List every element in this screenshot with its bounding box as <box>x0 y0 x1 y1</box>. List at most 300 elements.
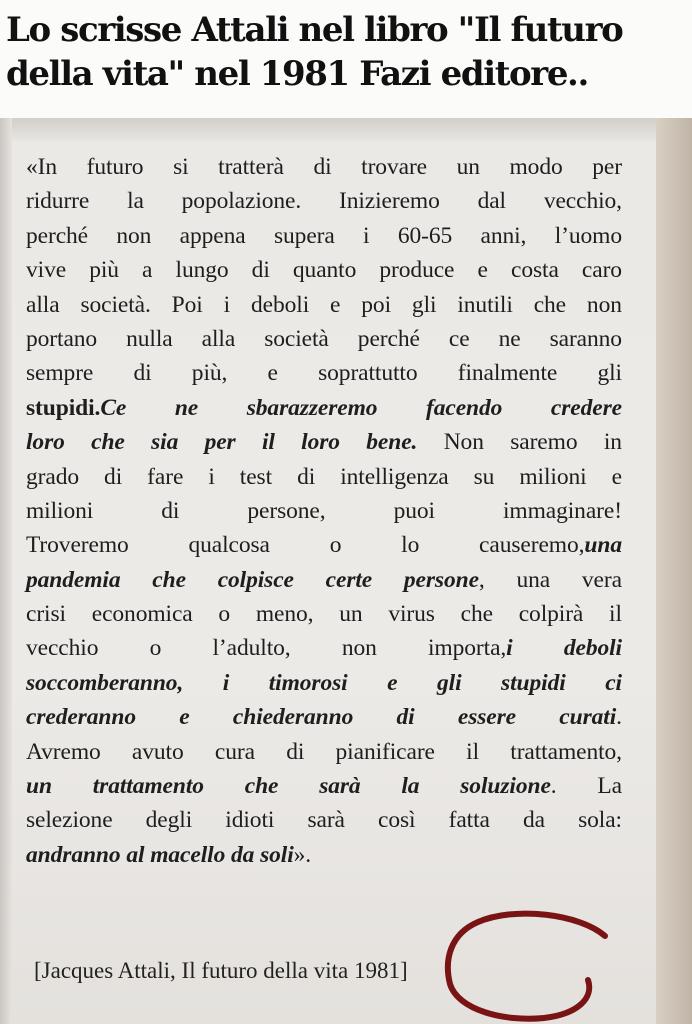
quote-fragment: di <box>396 704 415 731</box>
quote-fragment: di <box>251 257 270 284</box>
quote-fragment: 60-65 <box>397 222 453 249</box>
quote-word <box>142 253 152 287</box>
quote-fragment: lungo <box>175 257 229 284</box>
quote-fragment: trattamento <box>92 773 204 800</box>
quote-word <box>240 460 272 494</box>
quote-fragment: Poi <box>171 291 203 318</box>
quote-fragment: appena <box>179 222 246 249</box>
quote-fragment: portano <box>26 325 98 352</box>
quote-word <box>92 597 193 631</box>
quote-word <box>172 288 203 322</box>
quote-fragment: degli <box>145 807 193 834</box>
quote-fragment: «In <box>26 154 58 180</box>
quote-word <box>449 322 470 356</box>
quote-word <box>133 356 151 390</box>
quote-fragment: Avremo <box>26 738 101 765</box>
quote-fragment: trovare <box>361 154 427 180</box>
quote-word <box>126 838 144 872</box>
quote-word <box>264 322 329 356</box>
quote-word <box>218 563 294 597</box>
quote-fragment: . <box>616 704 622 731</box>
quote-word <box>564 631 622 665</box>
quote-word <box>173 150 188 184</box>
quote-word <box>179 700 189 734</box>
quote-word <box>247 494 325 528</box>
quote-fragment: di <box>286 738 305 765</box>
quote-fragment: il <box>261 429 275 456</box>
quote-word <box>87 150 144 184</box>
quote-word <box>80 288 150 322</box>
quote-word <box>269 666 348 700</box>
quote-word <box>460 769 556 803</box>
quote-fragment: che <box>460 601 493 628</box>
quote-word <box>555 219 622 253</box>
quote-word <box>224 288 230 322</box>
quote-word <box>104 460 122 494</box>
quote-fragment: società <box>264 325 329 352</box>
quote-word <box>93 769 204 803</box>
quote-fragment: vive <box>26 257 67 284</box>
quote-fragment: meno, <box>255 601 314 628</box>
quote-fragment: Troveremo <box>26 532 129 559</box>
quote-word <box>366 425 417 459</box>
quote-word <box>26 391 126 425</box>
quote-fragment: vecchio <box>26 635 99 662</box>
quote-fragment: sbarazzeremo <box>246 394 378 421</box>
quote-fragment: si <box>173 154 189 180</box>
quote-word <box>286 735 304 769</box>
quote-fragment: ridurre <box>26 188 90 215</box>
quote-fragment: gli <box>411 291 437 318</box>
quote-line <box>26 769 622 803</box>
quote-fragment: o <box>218 601 231 628</box>
quote-word <box>247 391 378 425</box>
quote-word <box>208 460 214 494</box>
caption-line-2: della vita" nel 1981 Fazi editore.. <box>6 54 588 94</box>
quote-fragment: popolazione. <box>181 188 302 215</box>
quote-fragment: l’uomo <box>554 222 622 249</box>
quote-word <box>26 150 57 184</box>
quote-fragment: bene. <box>366 429 418 456</box>
quote-fragment: i <box>363 222 370 249</box>
quote-fragment: di <box>313 154 332 180</box>
quote-word <box>89 253 119 287</box>
quote-word <box>245 769 279 803</box>
quote-fragment: un <box>339 601 363 628</box>
quote-word <box>363 219 369 253</box>
quote-word <box>478 184 506 218</box>
quote-fragment: perché <box>357 325 420 352</box>
photo-right-edge <box>656 118 692 1024</box>
quote-word <box>260 838 311 872</box>
quote-word <box>387 666 397 700</box>
quote-word <box>225 803 274 837</box>
quote-word <box>251 288 309 322</box>
caption-banner <box>0 0 692 118</box>
quote-word <box>523 803 545 837</box>
quote-word <box>457 288 512 322</box>
quote-fragment: e <box>387 669 398 696</box>
quote-word <box>151 425 178 459</box>
quote-word <box>26 735 101 769</box>
quote-fragment: per <box>204 429 236 456</box>
quote-fragment: ci <box>605 669 622 696</box>
quote-word <box>126 322 173 356</box>
quote-fragment: al <box>126 841 145 868</box>
quote-fragment: facendo <box>426 394 503 421</box>
quote-fragment: i <box>223 291 231 318</box>
quote-fragment: certe <box>325 566 373 593</box>
quote-word <box>479 528 622 562</box>
quote-fragment: costa <box>510 257 559 284</box>
quote-fragment: gli <box>437 669 462 696</box>
quote-fragment: test <box>239 463 273 490</box>
quote-line <box>26 356 622 390</box>
quote-fragment: che <box>244 773 279 800</box>
quote-fragment: La <box>597 773 622 800</box>
quote-word <box>597 356 622 390</box>
quote-fragment: sola: <box>578 807 622 834</box>
quote-word <box>26 700 136 734</box>
quote-word <box>516 563 550 597</box>
quote-line <box>26 219 622 253</box>
quote-line <box>26 735 622 769</box>
quote-fragment: e <box>179 704 190 731</box>
quote-word <box>401 769 419 803</box>
quote-fragment: anni, <box>480 222 527 249</box>
quote-word <box>202 322 236 356</box>
quote-fragment: soprattutto <box>318 360 418 387</box>
quote-fragment: futuro <box>86 154 144 180</box>
quote-word <box>91 425 125 459</box>
quote-word <box>218 597 230 631</box>
quote-fragment: colpirà <box>518 601 584 628</box>
quote-fragment: o <box>329 532 342 559</box>
quote-fragment: deboli <box>563 635 622 662</box>
quote-fragment: una <box>584 532 622 559</box>
quote-word <box>330 528 342 562</box>
quote-word <box>152 563 186 597</box>
quote-fragment: caro <box>581 257 622 284</box>
quote-word <box>559 700 622 734</box>
quote-fragment: più <box>89 257 119 284</box>
quote-word <box>592 150 622 184</box>
quote-word <box>499 322 521 356</box>
quote-fragment: deboli <box>250 291 310 318</box>
quote-fragment: importa, <box>428 635 507 662</box>
quote-word <box>457 150 480 184</box>
quote-fragment: la <box>401 773 420 800</box>
quote-word <box>26 838 121 872</box>
quote-fragment: stupidi. <box>26 394 101 421</box>
quote-fragment: sarà <box>307 807 345 834</box>
quote-line <box>26 700 622 734</box>
quote-word <box>180 219 246 253</box>
quote-word <box>188 528 269 562</box>
quote-fragment: selezione <box>26 807 113 834</box>
quote-fragment: . <box>550 773 557 800</box>
quote-word <box>262 425 275 459</box>
quote-line <box>26 288 622 322</box>
photo-left-edge <box>0 118 12 1024</box>
quote-fragment: in <box>603 429 622 456</box>
quote-line <box>26 631 622 665</box>
quote-fragment: sarà <box>319 773 361 800</box>
quote-fragment: crederanno <box>26 704 136 731</box>
quote-fragment: grado <box>26 463 80 490</box>
quote-word <box>510 735 622 769</box>
quote-fragment: che <box>533 291 567 318</box>
quote-fragment: , <box>478 566 485 593</box>
quote-fragment: soluzione <box>460 773 551 800</box>
quote-fragment: dal <box>477 188 506 215</box>
quote-fragment: fare <box>147 463 184 490</box>
quote-word <box>274 219 335 253</box>
quote-fragment: quanto <box>292 257 357 284</box>
quote-fragment: macello <box>150 841 226 868</box>
quote-fragment: che <box>91 429 125 456</box>
quote-line <box>26 150 622 184</box>
quote-word <box>519 460 586 494</box>
quote-word <box>215 735 255 769</box>
quote-word <box>340 460 448 494</box>
quote-line <box>26 322 622 356</box>
quote-fragment: soccomberanno, <box>26 669 184 696</box>
quote-fragment: curati <box>559 704 617 731</box>
quote-fragment: tratterà <box>218 154 284 180</box>
quote-word <box>297 460 315 494</box>
quote-word <box>342 631 377 665</box>
quote-fragment: qualcosa <box>188 532 270 559</box>
quote-fragment: ne <box>174 394 199 421</box>
citation: [Jacques Attali, Il futuro della vita 1981] <box>34 958 408 983</box>
quote-word <box>582 563 622 597</box>
quote-fragment: da <box>231 841 255 868</box>
quote-fragment: idioti <box>225 807 275 834</box>
quote-fragment: e <box>330 291 341 318</box>
quote-fragment: avuto <box>131 738 184 765</box>
quote-word <box>26 425 65 459</box>
quote-word <box>612 460 622 494</box>
quote-fragment: per <box>592 154 622 180</box>
quote-word <box>458 700 516 734</box>
quote-fragment: e <box>267 360 278 387</box>
photo-top-edge <box>0 118 692 142</box>
quote-line <box>26 666 622 700</box>
quote-word <box>319 769 360 803</box>
quote-fragment: ne <box>498 325 521 352</box>
quote-fragment: timorosi <box>268 669 348 696</box>
quote-word <box>587 288 622 322</box>
quote-word <box>503 494 622 528</box>
quote-word <box>550 322 622 356</box>
quote-word <box>401 528 419 562</box>
quote-fragment: alla <box>26 291 60 318</box>
quote-word <box>175 391 198 425</box>
quote-line <box>26 597 622 631</box>
quote-fragment: Non <box>443 429 484 456</box>
quote-text <box>26 150 622 872</box>
quote-word <box>26 666 183 700</box>
quote-word <box>604 425 622 459</box>
quote-word <box>378 803 415 837</box>
quote-line <box>26 494 622 528</box>
quote-word <box>428 631 513 665</box>
quote-fragment: causeremo, <box>479 532 585 559</box>
quote-line <box>26 253 622 287</box>
quote-word <box>388 597 435 631</box>
quote-word <box>268 356 278 390</box>
quote-fragment: andranno <box>26 841 121 868</box>
quote-fragment: e <box>611 463 622 490</box>
quote-fragment: i <box>208 463 215 490</box>
quote-word <box>233 700 353 734</box>
quote-word <box>458 356 557 390</box>
quote-fragment: finalmente <box>457 360 558 387</box>
quote-fragment: pandemia <box>26 566 121 593</box>
quote-word <box>609 597 622 631</box>
quote-word <box>605 666 622 700</box>
quote-word <box>182 184 302 218</box>
quote-word <box>330 288 340 322</box>
quote-fragment: e <box>477 257 488 284</box>
quote-word <box>404 563 485 597</box>
quote-fragment: cura <box>214 738 255 765</box>
quote-fragment: modo <box>509 154 563 180</box>
quote-fragment: intelligenza <box>340 463 449 490</box>
quote-fragment: saranno <box>549 325 622 352</box>
quote-fragment: una <box>516 566 551 593</box>
quote-word <box>511 253 559 287</box>
quote-fragment: crisi <box>26 601 66 628</box>
quote-fragment: che <box>152 566 186 593</box>
quote-fragment: vecchio, <box>543 188 622 215</box>
quote-fragment: lo <box>401 532 420 559</box>
quote-word <box>147 460 183 494</box>
quote-word <box>26 563 121 597</box>
quote-fragment: ce <box>448 325 470 352</box>
quote-fragment: un <box>26 773 52 800</box>
quote-word <box>449 803 490 837</box>
quote-word <box>398 219 452 253</box>
quote-word <box>478 253 488 287</box>
quote-word <box>146 803 193 837</box>
quote-word <box>223 666 229 700</box>
quote-word <box>150 838 225 872</box>
quote-fragment: gli <box>597 360 622 387</box>
quote-word <box>301 425 340 459</box>
quote-fragment: la <box>127 188 144 215</box>
quote-line <box>26 838 622 872</box>
quote-fragment: produce <box>379 257 455 284</box>
quote-fragment: il <box>466 738 480 765</box>
quote-fragment: i <box>222 669 230 696</box>
quote-word <box>26 494 93 528</box>
quote-word <box>26 597 66 631</box>
quote-word <box>597 769 622 803</box>
quote-fragment: un <box>456 154 480 180</box>
quote-fragment: perché <box>26 222 89 249</box>
quote-word <box>26 460 79 494</box>
quote-word <box>361 150 427 184</box>
quote-word <box>26 253 66 287</box>
quote-word <box>394 494 435 528</box>
quote-fragment: nulla <box>126 325 173 352</box>
quote-fragment: ». <box>293 841 312 868</box>
quote-fragment: i <box>506 635 513 662</box>
quote-word <box>256 597 314 631</box>
quote-fragment: l’adulto, <box>212 635 291 662</box>
quote-word <box>192 356 228 390</box>
quote-fragment: inutili <box>457 291 513 318</box>
quote-word <box>544 184 622 218</box>
quote-fragment: chiederanno <box>232 704 354 731</box>
quote-word <box>313 150 331 184</box>
quote-word <box>534 288 566 322</box>
quote-word <box>26 631 98 665</box>
quote-word <box>501 666 566 700</box>
quote-fragment: non <box>586 291 622 318</box>
quote-fragment: di <box>297 463 316 490</box>
quote-word <box>461 597 493 631</box>
quote-fragment: sia <box>151 429 179 456</box>
quote-word <box>205 425 236 459</box>
quote-word <box>519 597 584 631</box>
quote-line <box>26 563 622 597</box>
quote-word <box>437 666 462 700</box>
quote-fragment: di <box>161 497 180 524</box>
quote-word <box>116 219 151 253</box>
quote-word <box>307 803 344 837</box>
quote-line <box>26 528 622 562</box>
quote-word <box>293 253 356 287</box>
quote-fragment: virus <box>388 601 435 628</box>
quote-word <box>252 253 270 287</box>
quote-word <box>127 184 144 218</box>
quote-fragment: loro <box>301 429 340 456</box>
quote-fragment: da <box>522 807 545 834</box>
quote-word <box>379 253 454 287</box>
quote-word <box>444 425 484 459</box>
quote-fragment: trattamento, <box>510 738 622 765</box>
quote-fragment: non <box>341 635 377 662</box>
quote-word <box>26 769 52 803</box>
quote-word <box>26 184 89 218</box>
quote-fragment: fatta <box>448 807 490 834</box>
quote-fragment: poi <box>361 291 392 318</box>
quote-fragment: Ce <box>100 394 127 421</box>
quote-fragment: credere <box>550 394 622 421</box>
quote-fragment: persone, <box>247 497 326 524</box>
quote-word <box>26 803 113 837</box>
quote-word <box>481 219 527 253</box>
quote-word <box>161 494 179 528</box>
quote-fragment: il <box>609 601 622 628</box>
quote-fragment: milioni <box>26 497 94 524</box>
quote-word <box>231 838 254 872</box>
quote-line <box>26 391 622 425</box>
quote-fragment: supera <box>273 222 335 249</box>
quote-word <box>318 356 417 390</box>
quote-fragment: persone <box>403 566 479 593</box>
quote-fragment: di <box>133 360 152 387</box>
quote-fragment: milioni <box>519 463 587 490</box>
quote-line <box>26 425 622 459</box>
quote-fragment: così <box>378 807 416 834</box>
quote-fragment: stupidi <box>501 669 566 696</box>
quote-fragment: di <box>104 463 123 490</box>
red-circle-annotation <box>420 900 660 1024</box>
